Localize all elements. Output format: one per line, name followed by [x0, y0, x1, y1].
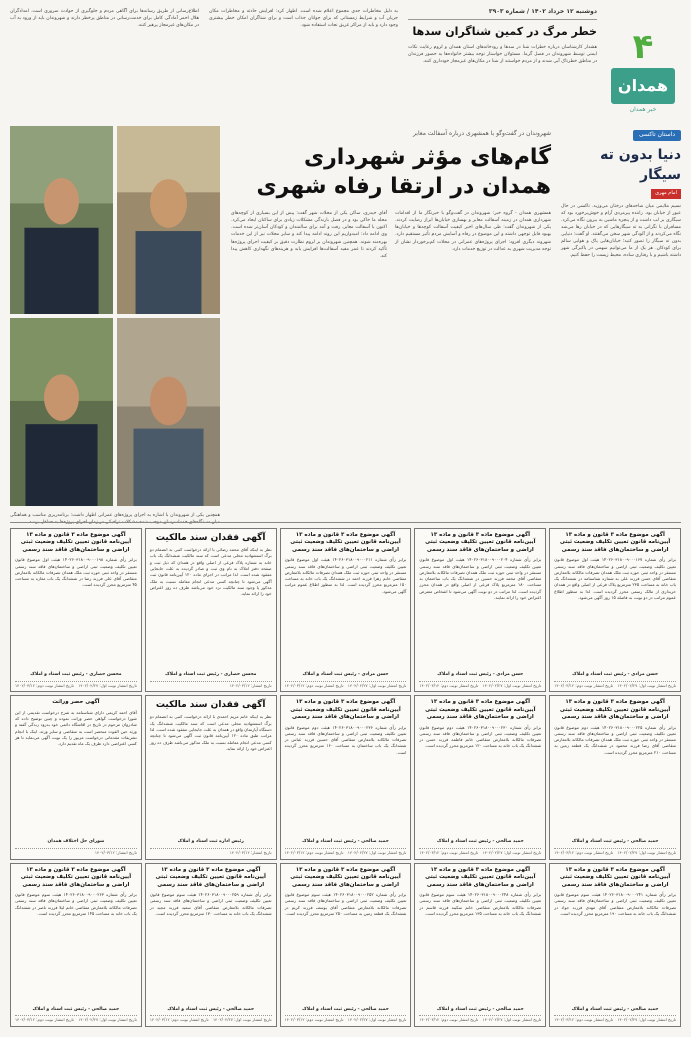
notice-title: آگهی موضوع ماده ۳ قانون و ماده ۱۳ آیین‌نامه قانون تعیین تکلیف وضعیت ثبتی اراضی و ساختمان‌های فاقد سند رسمی [290, 866, 401, 888]
notice-title: آگهی فقدان سند مالکیت [155, 533, 266, 543]
notice-date-first: تاریخ انتشار نوبت اول: ۱۴۰۲/۰۲/۲۷ [78, 682, 137, 688]
notice-date-first: تاریخ انتشار نوبت اول: ۱۴۰۲/۰۲/۲۷ [78, 1017, 137, 1023]
notice-dates [554, 848, 676, 856]
notice-title: آگهی موضوع ماده ۳ قانون و ماده ۱۳ آیین‌نامه قانون تعیین تکلیف وضعیت ثبتی اراضی و ساختمان‌های فاقد سند رسمی [290, 699, 401, 721]
legal-notice [280, 528, 412, 692]
page-number: ۴ [632, 27, 654, 67]
notice-date-second: تاریخ انتشار نوبت دوم: ۱۴۰۲/۰۳/۱۲ [284, 682, 344, 688]
notice-date-second: تاریخ انتشار نوبت دوم: ۱۴۰۲/۰۳/۱۲ [15, 682, 74, 688]
editorial-title: دنیا بدون ته سیگار [600, 146, 681, 183]
legal-notice [145, 695, 277, 859]
notice-date-second: تاریخ انتشار نوبت دوم: ۱۴۰۲/۰۳/۱۲ [284, 1017, 344, 1023]
header-columns [10, 8, 597, 126]
lead-story [408, 8, 597, 126]
feature-column-1: همشهری همدان - گروه خبر: شهروندان در گفت‌وگو با خبرنگار ما از اقدامات شهرداری همدان در زمینه آسفالت معابر و بهسازی خیابان‌ها ابراز رضایت کردند. یکی از شهروندان گفت: طی سال‌های اخیر کیفیت آسفالت کوچه‌ها و خیابان‌ها بهبود قابل توجهی داشته و این موضوع در رفاه و آسایش مردم تأثیر مستقیم دارد. شهروند دیگری افزود: اجرای پروژه‌های عمرانی در محلات کم‌برخوردار نشان از توجه مدیریت شهری به عدالت در توزیع خدمات دارد. [395, 211, 551, 252]
notice-signature: شورای حل اختلاف همدان [47, 839, 105, 845]
notice-title: آگهی موضوع ماده ۳ قانون و ماده ۱۳ آیین‌نامه قانون تعیین تکلیف وضعیت ثبتی اراضی و ساختمان‌های فاقد سند رسمی [559, 532, 671, 553]
notice-date-second: تاریخ انتشار نوبت دوم: ۱۴۰۲/۰۳/۱۲ [554, 682, 614, 688]
newspaper-logo: همدان [611, 68, 675, 104]
logo-tagline: خبر همدان [629, 106, 657, 113]
notice-date-second: تاریخ انتشار نوبت دوم: ۱۴۰۲/۰۳/۱۲ [554, 1017, 614, 1023]
legal-notice [414, 695, 546, 859]
feature-headline: گام‌های مؤثر شهرداری همدان در ارتقا رفاه شهری [256, 144, 551, 200]
notice-date-first: تاریخ انتشار: ۱۴۰۲/۰۳/۱۲ [229, 849, 272, 855]
notice-date-first: تاریخ انتشار نوبت اول: ۱۴۰۲/۰۲/۲۷ [482, 682, 542, 688]
citizen-photo [117, 126, 220, 314]
notice-date-second: تاریخ انتشار نوبت دوم: ۱۴۰۲/۰۳/۱۲ [284, 849, 344, 855]
notice-signature: حمید صالحی - رئیس ثبت اسناد و املاک [571, 839, 659, 845]
legal-notice [10, 528, 142, 692]
lead-headline: خطر مرگ در کمین شناگران سدها [412, 24, 597, 38]
notice-date-second: تاریخ انتشار نوبت دوم: ۱۴۰۲/۰۳/۱۲ [419, 849, 479, 855]
notice-body: برابر رأی شماره ۱۴۰۲۶۰۳۱۸۰۰۹۰۰۰۱۹۸ هیئت اول موضوع قانون تعیین تکلیف وضعیت ثبتی اراضی و ساختمان‌های فاقد سند رسمی مستقر در واحد ثبتی حوزه ثبت ملک همدان تصرفات مالکانه بلامعارض متقاضی آقای علی فرزند رضا در ششدانگ یک باب مغازه به مساحت ۴۵ مترمربع محرز گردیده است. [15, 557, 137, 588]
editorial-author: امام مهری [651, 189, 681, 198]
notice-date-second: تاریخ انتشار نوبت دوم: ۱۴۰۲/۰۳/۱۲ [15, 1017, 74, 1023]
notice-date-first: تاریخ انتشار نوبت اول: ۱۴۰۲/۰۲/۲۷ [347, 849, 407, 855]
notice-title: آگهی موضوع ماده ۳ قانون و ماده ۱۳ آیین‌نامه قانون تعیین تکلیف وضعیت ثبتی اراضی و ساختمان‌های فاقد سند رسمی [425, 699, 536, 721]
notice-signature: حمید صالحی - رئیس ثبت اسناد و املاک [302, 1006, 389, 1012]
notice-date-first: تاریخ انتشار نوبت اول: ۱۴۰۲/۰۲/۲۷ [617, 682, 676, 688]
page-header [10, 8, 681, 126]
lead-story-continued [209, 8, 398, 126]
notice-body: برابر رأی شماره ۱۴۰۲۶۰۳۱۸۰۰۹۰۰۰۲۶۳ هیئت سوم موضوع قانون تعیین تکلیف وضعیت ثبتی اراضی و ساختمان‌های فاقد سند رسمی تصرفات مالکانه بلامعارض متقاضی خانم لیلا فرزند ناصر در ششدانگ یک باب خانه به مساحت ۱۴۵ مترمربع محرز گردیده است. [15, 891, 137, 916]
notice-date-second: تاریخ انتشار نوبت دوم: ۱۴۰۲/۰۳/۱۲ [419, 1017, 479, 1023]
notice-dates [419, 681, 541, 689]
masthead [605, 8, 681, 126]
notice-title: آگهی موضوع ماده ۳ قانون و ماده ۱۳ آیین‌نامه قانون تعیین تکلیف وضعیت ثبتی اراضی و ساختمان‌های فاقد سند رسمی [425, 532, 536, 553]
notice-signature: حمید صالحی - رئیس ثبت اسناد و املاک [436, 1006, 524, 1012]
notice-dates [285, 848, 407, 856]
notice-body: برابر رأی شماره ۱۴۰۲۶۰۳۱۸۰۰۹۰۰۰۲۳۰ هیئت دوم موضوع قانون تعیین تکلیف وضعیت ثبتی اراضی و ساختمان‌های فاقد سند رسمی تصرفات مالکانه بلامعارض متقاضی خانم فاطمه فرزند حسن در ششدانگ یک باب خانه به مساحت ۱۲۰ مترمربع محرز گردیده است. [419, 724, 542, 749]
portrait-image [117, 318, 220, 506]
notice-signature: حمید صالحی - رئیس ثبت اسناد و املاک [571, 1006, 659, 1012]
legal-notice [10, 863, 142, 1027]
legal-notice [549, 695, 681, 859]
legal-notice [280, 863, 412, 1027]
notice-body: برابر رأی شماره ۱۴۰۲۶۰۳۱۸۰۰۹۰۰۰۲۵۲ هیئت سوم موضوع قانون تعیین تکلیف وضعیت ثبتی اراضی و ساختمان‌های فاقد سند رسمی تصرفات مالکانه بلامعارض متقاضی آقای یوسف فرزند کریم در ششدانگ یک قطعه زمین به مساحت ۲۵۰ مترمربع محرز گردیده است. [284, 891, 407, 916]
legal-notice [549, 528, 681, 692]
lead-text-3: اطلاع‌رسانی از طریق رسانه‌ها برای آگاهی مردم و جلوگیری از حوادث ضروری است. امدادگران هلال احمر آمادگی کامل برای خدمت‌رسانی در مناطق پرخطر دارند و شهروندان باید از ورود به آب در مکان‌های غیرمجاز پرهیز کنند. [10, 9, 199, 29]
lead-story-continued-2 [10, 8, 199, 126]
notice-signature: حمید صالحی - رئیس ثبت اسناد و املاک [167, 1006, 255, 1012]
notice-body: برابر رأی شماره ۱۴۰۲۶۰۳۱۸۰۰۹۰۰۰۱۶۷ هیئت اول موضوع قانون تعیین تکلیف وضعیت ثبتی اراضی و ساختمان‌های فاقد سند رسمی مستقر در واحد ثبتی حوزه ثبت ملک همدان تصرفات مالکانه بلامعارض متقاضی آقای حسن فرزند علی به شماره شناسنامه در ششدانگ یک باب خانه به مساحت ۲۳۵ مترمربع پلاک فرعی از اصلی واقع در همدان خریداری از مالک رسمی محرز گردیده است. لذا به منظور اطلاع عموم مراتب در دو نوبت به فاصله ۱۵ روز آگهی می‌شود. [554, 557, 676, 601]
notice-body: نظر به اینکه آقای محمد رضائی با ارائه درخواست کتبی به انضمام دو برگ استشهادیه محلی مدعی است که سند مالکیت ششدانگ یک باب خانه به شماره پلاک فرعی از اصلی واقع در همدان که ذیل ثبت و صفحه دفتر املاک به نام وی ثبت و صادر گردیده به علت جابجایی مفقود شده است. لذا مراتب در اجرای ماده ۱۲۰ آیین‌نامه قانون ثبت آگهی می‌شود تا چنانچه کسی مدعی انجام معامله نسبت به ملک مذکور یا وجود سند مالکیت نزد خود می‌باشد ظرف ده روز اعتراض خود را ارائه نماید. [149, 547, 272, 597]
notice-title: آگهی فقدان سند مالکیت [155, 700, 266, 711]
notice-title: آگهی موضوع ماده ۳ قانون و ماده ۱۳ آیین‌نامه قانون تعیین تکلیف وضعیت ثبتی اراضی و ساختمان‌های فاقد سند رسمی [20, 532, 132, 553]
notice-body: برابر رأی شماره ۱۴۰۲۶۰۳۱۸۰۰۹۰۰۰۲۰۴ هیئت اول موضوع قانون تعیین تکلیف وضعیت ثبتی اراضی و ساختمان‌های فاقد سند رسمی مستقر در واحد ثبتی حوزه ثبت ملک همدان تصرفات مالکانه بلامعارض متقاضی آقای محمد فرزند حسین در ششدانگ یک باب ساختمان به مساحت ۱۸۰ مترمربع پلاک فرعی از اصلی واقع در همدان محرز گردیده است. لذا مراتب در دو نوبت آگهی می‌شود تا اشخاص معترض اعتراض خود را ارائه نمایند. [419, 557, 542, 601]
notice-signature: رئیس اداره ثبت اسناد و املاک [177, 839, 244, 845]
notice-dates [285, 1015, 407, 1023]
legal-notice [280, 695, 412, 859]
citizen-photo [117, 318, 220, 506]
notice-title: آگهی حصر وراثت [52, 699, 100, 706]
notice-dates [15, 681, 137, 689]
notice-signature: حمید صالحی - رئیس ثبت اسناد و املاک [32, 1006, 120, 1012]
notice-date-second: تاریخ انتشار نوبت دوم: ۱۴۰۲/۰۳/۱۲ [419, 682, 479, 688]
legal-notice [414, 528, 546, 692]
notice-dates [554, 1015, 676, 1023]
notice-body: آقای احمد کریمی دارای شناسنامه به شرح درخواست تقدیمی از این شورا درخواست گواهی حصر وراثت نموده و چنین توضیح داده که شادروان مرحوم در تاریخ در اقامتگاه دائمی خود بدرود زندگی گفته و ورثه حین الفوت منحصر است به متقاضی و سایر ورثه. اینک با انجام تشریفات مقدماتی درخواست مزبور را یک نوبت آگهی می‌نماید تا هر کسی اعتراضی دارد ظرف یک ماه تقدیم دارد. [15, 709, 137, 747]
notice-date-first: تاریخ انتشار نوبت اول: ۱۴۰۲/۰۲/۲۷ [482, 849, 542, 855]
portrait-image [10, 126, 113, 314]
notice-dates [419, 1015, 541, 1023]
photo-grid [10, 126, 220, 506]
notice-date-first: تاریخ انتشار نوبت اول: ۱۴۰۲/۰۲/۲۷ [617, 1017, 676, 1023]
editorial-text: نسیم ملایمی میان شاخه‌های درختان می‌وزید. تاکسی در حال عبور از خیابان بود. راننده پیرمردی آرام و خوش‌برخورد بود که سیگاری بر لب داشت و از پنجره ماشین به بیرون نگاه می‌کرد. مسافران با نگرانی به ته سیگارهایی که در خیابان رها می‌شد نگاه می‌کردند و از آلودگی شهر سخن می‌گفتند. او گفت: دنیایی بدون ته سیگار را تصور کنید؛ خیابان‌هایی پاک و هوایی سالم برای کودکان. هر یک از ما می‌توانیم سهمی در پاکیزگی شهر داشته باشیم و با رفتاری ساده، محیط زیست را حفظ کنیم. [561, 203, 681, 259]
notice-title: آگهی موضوع ماده ۳ قانون و ماده ۱۳ آیین‌نامه قانون تعیین تکلیف وضعیت ثبتی اراضی و ساختمان‌های فاقد سند رسمی [425, 866, 536, 888]
notice-date-first: تاریخ انتشار: ۱۴۰۲/۰۳/۱۲ [94, 849, 137, 855]
notice-dates [150, 848, 272, 856]
notice-signature: حسن مرادی - رئیس ثبت اسناد و املاک [572, 672, 659, 678]
legal-notice [10, 695, 142, 859]
notice-date-first: تاریخ انتشار نوبت اول: ۱۴۰۲/۰۲/۲۷ [213, 1017, 272, 1023]
notice-date-second: تاریخ انتشار نوبت دوم: ۱۴۰۲/۰۳/۱۲ [554, 849, 614, 855]
lead-text-2: به دلیل مخاطرات جدی مجموع اعلام شده است. اظهار کرد: افزایش حادثه و مخاطرات مکان جریان آب و شرایط زمستانی که برای جوانان جذاب است و برای شناگران امکان خطر بیشتری وجود دارد و باید از مراکز غریق نجات استفاده شود. [209, 9, 398, 29]
notice-dates [15, 1015, 137, 1023]
notice-body: نظر به اینکه خانم مریم احمدی با ارائه درخواست کتبی به انضمام دو برگ استشهادیه محلی مدعی است که سند مالکیت ششدانگ یک دستگاه آپارتمان واقع در همدان به علت جابجایی مفقود شده است. لذا مراتب طبق ماده ۱۲۰ آیین‌نامه قانون ثبت آگهی می‌شود تا چنانچه کسی مدعی انجام معامله نسبت به ملک مذکور می‌باشد ظرف ده روز اعتراض خود را ارائه نماید. [149, 714, 272, 751]
legal-notices-grid [10, 528, 681, 1027]
notice-signature: محسن حصاری - رئیس ثبت اسناد و املاک [30, 672, 122, 678]
editorial-kicker: داستان تاکسی [633, 130, 681, 141]
feature-article [231, 130, 551, 510]
feature-column-2: آقای حیدری، ساکن یکی از محلات شهر گفت: پیش از این بسیاری از کوچه‌های محله ما خاکی بود و در فصل بارندگی مشکلات زیادی برای ساکنان ایجاد می‌کرد. اکنون با آسفالت معابر، رفت و آمد برای سالمندان و کودکان آسان‌تر شده است. وی ادامه داد: امیدواریم این روند ادامه پیدا کند و سایر محلات نیز از این خدمات بهره‌مند شوند. همچنین شهروندان بر لزوم نظارت دقیق بر کیفیت اجرای پروژه‌ها تأکید کردند تا عمر مفید آسفالت‌ها افزایش یابد و هزینه‌های نگهداری کاهش پیدا کند. [231, 211, 387, 259]
notice-dates [285, 681, 407, 689]
notice-body: برابر رأی شماره ۱۴۰۲۶۰۳۱۸۰۰۹۰۰۰۲۵۹ هیئت سوم موضوع قانون تعیین تکلیف وضعیت ثبتی اراضی و ساختمان‌های فاقد سند رسمی تصرفات مالکانه بلامعارض متقاضی آقای سعید فرزند مجید در ششدانگ یک باب خانه به مساحت ۱۷۰ مترمربع محرز گردیده است. [149, 891, 272, 916]
portrait-image [117, 126, 220, 314]
notice-signature: حسن مرادی - رئیس ثبت اسناد و املاک [302, 672, 389, 678]
notice-dates [419, 848, 541, 856]
notice-date-second: تاریخ انتشار نوبت دوم: ۱۴۰۲/۰۳/۱۲ [149, 1017, 209, 1023]
notice-date-first: تاریخ انتشار: ۱۴۰۲/۰۳/۱۲ [229, 682, 272, 688]
feature-kicker: شهروندان در گفت‌وگو با همشهری درباره آسفالت معابر [412, 130, 551, 137]
notice-body: برابر رأی شماره ۱۴۰۲۶۰۳۱۸۰۰۹۰۰۰۲۴۱ هیئت سوم موضوع قانون تعیین تکلیف وضعیت ثبتی اراضی و ساختمان‌های فاقد سند رسمی تصرفات مالکانه بلامعارض متقاضی آقای مهدی فرزند جواد در ششدانگ یک باب خانه به مساحت ۱۹۰ مترمربع محرز گردیده است. [554, 891, 676, 916]
issue-date: دوشنبه ۱۲ خرداد ۱۴۰۲ / شماره ۳۹۰۳ [408, 8, 597, 20]
editorial-column [561, 130, 681, 510]
citizen-photo [10, 126, 113, 314]
lead-text: هشدار کارشناسان درباره خطرات شنا در سدها و رودخانه‌های استان همدان و لزوم رعایت نکات ایمنی توسط شهروندان در فصل گرما. مسئولان خواستار توجه بیشتر خانواده‌ها به حضور فرزندان در مناطق خطرناک آبی شدند و از مردم خواستند از شنا در مکان‌های غیرمجاز خودداری کنند. [408, 44, 597, 64]
portrait-image [10, 318, 113, 506]
notice-dates [15, 848, 137, 856]
notice-date-first: تاریخ انتشار نوبت اول: ۱۴۰۲/۰۲/۲۷ [347, 682, 407, 688]
legal-notice [145, 528, 277, 692]
section-divider [10, 522, 681, 523]
notice-body: برابر رأی شماره ۱۴۰۲۶۰۳۱۸۰۰۹۰۰۰۲۴۸ هیئت سوم موضوع قانون تعیین تکلیف وضعیت ثبتی اراضی و ساختمان‌های فاقد سند رسمی تصرفات مالکانه بلامعارض متقاضی خانم سکینه فرزند قاسم در ششدانگ یک باب خانه به مساحت ۱۳۵ مترمربع محرز گردیده است. [419, 891, 542, 916]
notice-signature: حسن مرادی - رئیس ثبت اسناد و املاک [437, 672, 524, 678]
legal-notice [145, 863, 277, 1027]
photo-caption-text: همچنین یکی از شهروندان با اشاره به اجرای پروژه‌های عمرانی اظهار داشت: برنامه‌ریزی مناسب و هماهنگی [10, 513, 220, 518]
notice-title: آگهی موضوع ماده ۳ قانون و ماده ۱۳ آیین‌نامه قانون تعیین تکلیف وضعیت ثبتی اراضی و ساختمان‌های فاقد سند رسمی [155, 866, 266, 888]
notice-dates [150, 1015, 272, 1023]
legal-notice [414, 863, 546, 1027]
notice-title: آگهی موضوع ماده ۳ قانون و ماده ۱۳ آیین‌نامه قانون تعیین تکلیف وضعیت ثبتی اراضی و ساختمان‌های فاقد سند رسمی [559, 866, 671, 888]
notice-signature: حمید صالحی - رئیس ثبت اسناد و املاک [436, 839, 524, 845]
notice-body: برابر رأی شماره ۱۴۰۲۶۰۳۱۸۰۰۹۰۰۰۲۳۶ هیئت دوم موضوع قانون تعیین تکلیف وضعیت ثبتی اراضی و ساختمان‌های فاقد سند رسمی تصرفات مالکانه بلامعارض متقاضی آقای حسین فرزند عباس در ششدانگ یک باب ساختمان به مساحت ۱۶۰ مترمربع محرز گردیده است. [284, 724, 407, 755]
notice-date-first: تاریخ انتشار نوبت اول: ۱۴۰۲/۰۲/۲۷ [482, 1017, 542, 1023]
notice-body: برابر رأی شماره ۱۴۰۲۶۰۳۱۸۰۰۹۰۰۰۲۱۱ هیئت اول موضوع قانون تعیین تکلیف وضعیت ثبتی اراضی و ساختمان‌های فاقد سند رسمی مستقر در واحد ثبتی حوزه ثبت ملک همدان تصرفات مالکانه بلامعارض متقاضی خانم زهرا فرزند احمد در ششدانگ یک باب خانه به مساحت ۱۵۰ مترمربع محرز گردیده است. لذا به منظور اطلاع عموم مراتب آگهی می‌شود. [284, 557, 407, 594]
notice-date-first: تاریخ انتشار نوبت اول: ۱۴۰۲/۰۲/۲۷ [347, 1017, 407, 1023]
notice-dates [554, 681, 676, 689]
notice-body: برابر رأی شماره ۱۴۰۲۶۰۳۱۸۰۰۹۰۰۰۲۲۵ هیئت دوم موضوع قانون تعیین تکلیف وضعیت ثبتی اراضی و ساختمان‌های فاقد سند رسمی مستقر در واحد ثبتی حوزه ثبت ملک همدان تصرفات مالکانه بلامعارض متقاضی آقای رضا فرزند محمود در ششدانگ یک قطعه زمین به مساحت ۲۱۰ مترمربع محرز گردیده است. [554, 724, 676, 755]
notice-dates [150, 681, 272, 689]
notice-signature: محسن حصاری - رئیس ثبت اسناد و املاک [165, 672, 257, 678]
legal-notice [549, 863, 681, 1027]
feature-body [231, 210, 551, 260]
notice-title: آگهی موضوع ماده ۳ قانون و ماده ۱۳ آیین‌نامه قانون تعیین تکلیف وضعیت ثبتی اراضی و ساختمان‌های فاقد سند رسمی [290, 532, 401, 553]
notice-title: آگهی موضوع ماده ۳ قانون و ماده ۱۳ آیین‌نامه قانون تعیین تکلیف وضعیت ثبتی اراضی و ساختمان‌های فاقد سند رسمی [20, 866, 132, 888]
notice-signature: حمید صالحی - رئیس ثبت اسناد و املاک [302, 839, 389, 845]
notice-title: آگهی موضوع ماده ۳ قانون و ماده ۱۳ آیین‌نامه قانون تعیین تکلیف وضعیت ثبتی اراضی و ساختمان‌های فاقد سند رسمی [559, 699, 671, 721]
notice-date-first: تاریخ انتشار نوبت اول: ۱۴۰۲/۰۲/۲۷ [617, 849, 676, 855]
citizen-photo [10, 318, 113, 506]
